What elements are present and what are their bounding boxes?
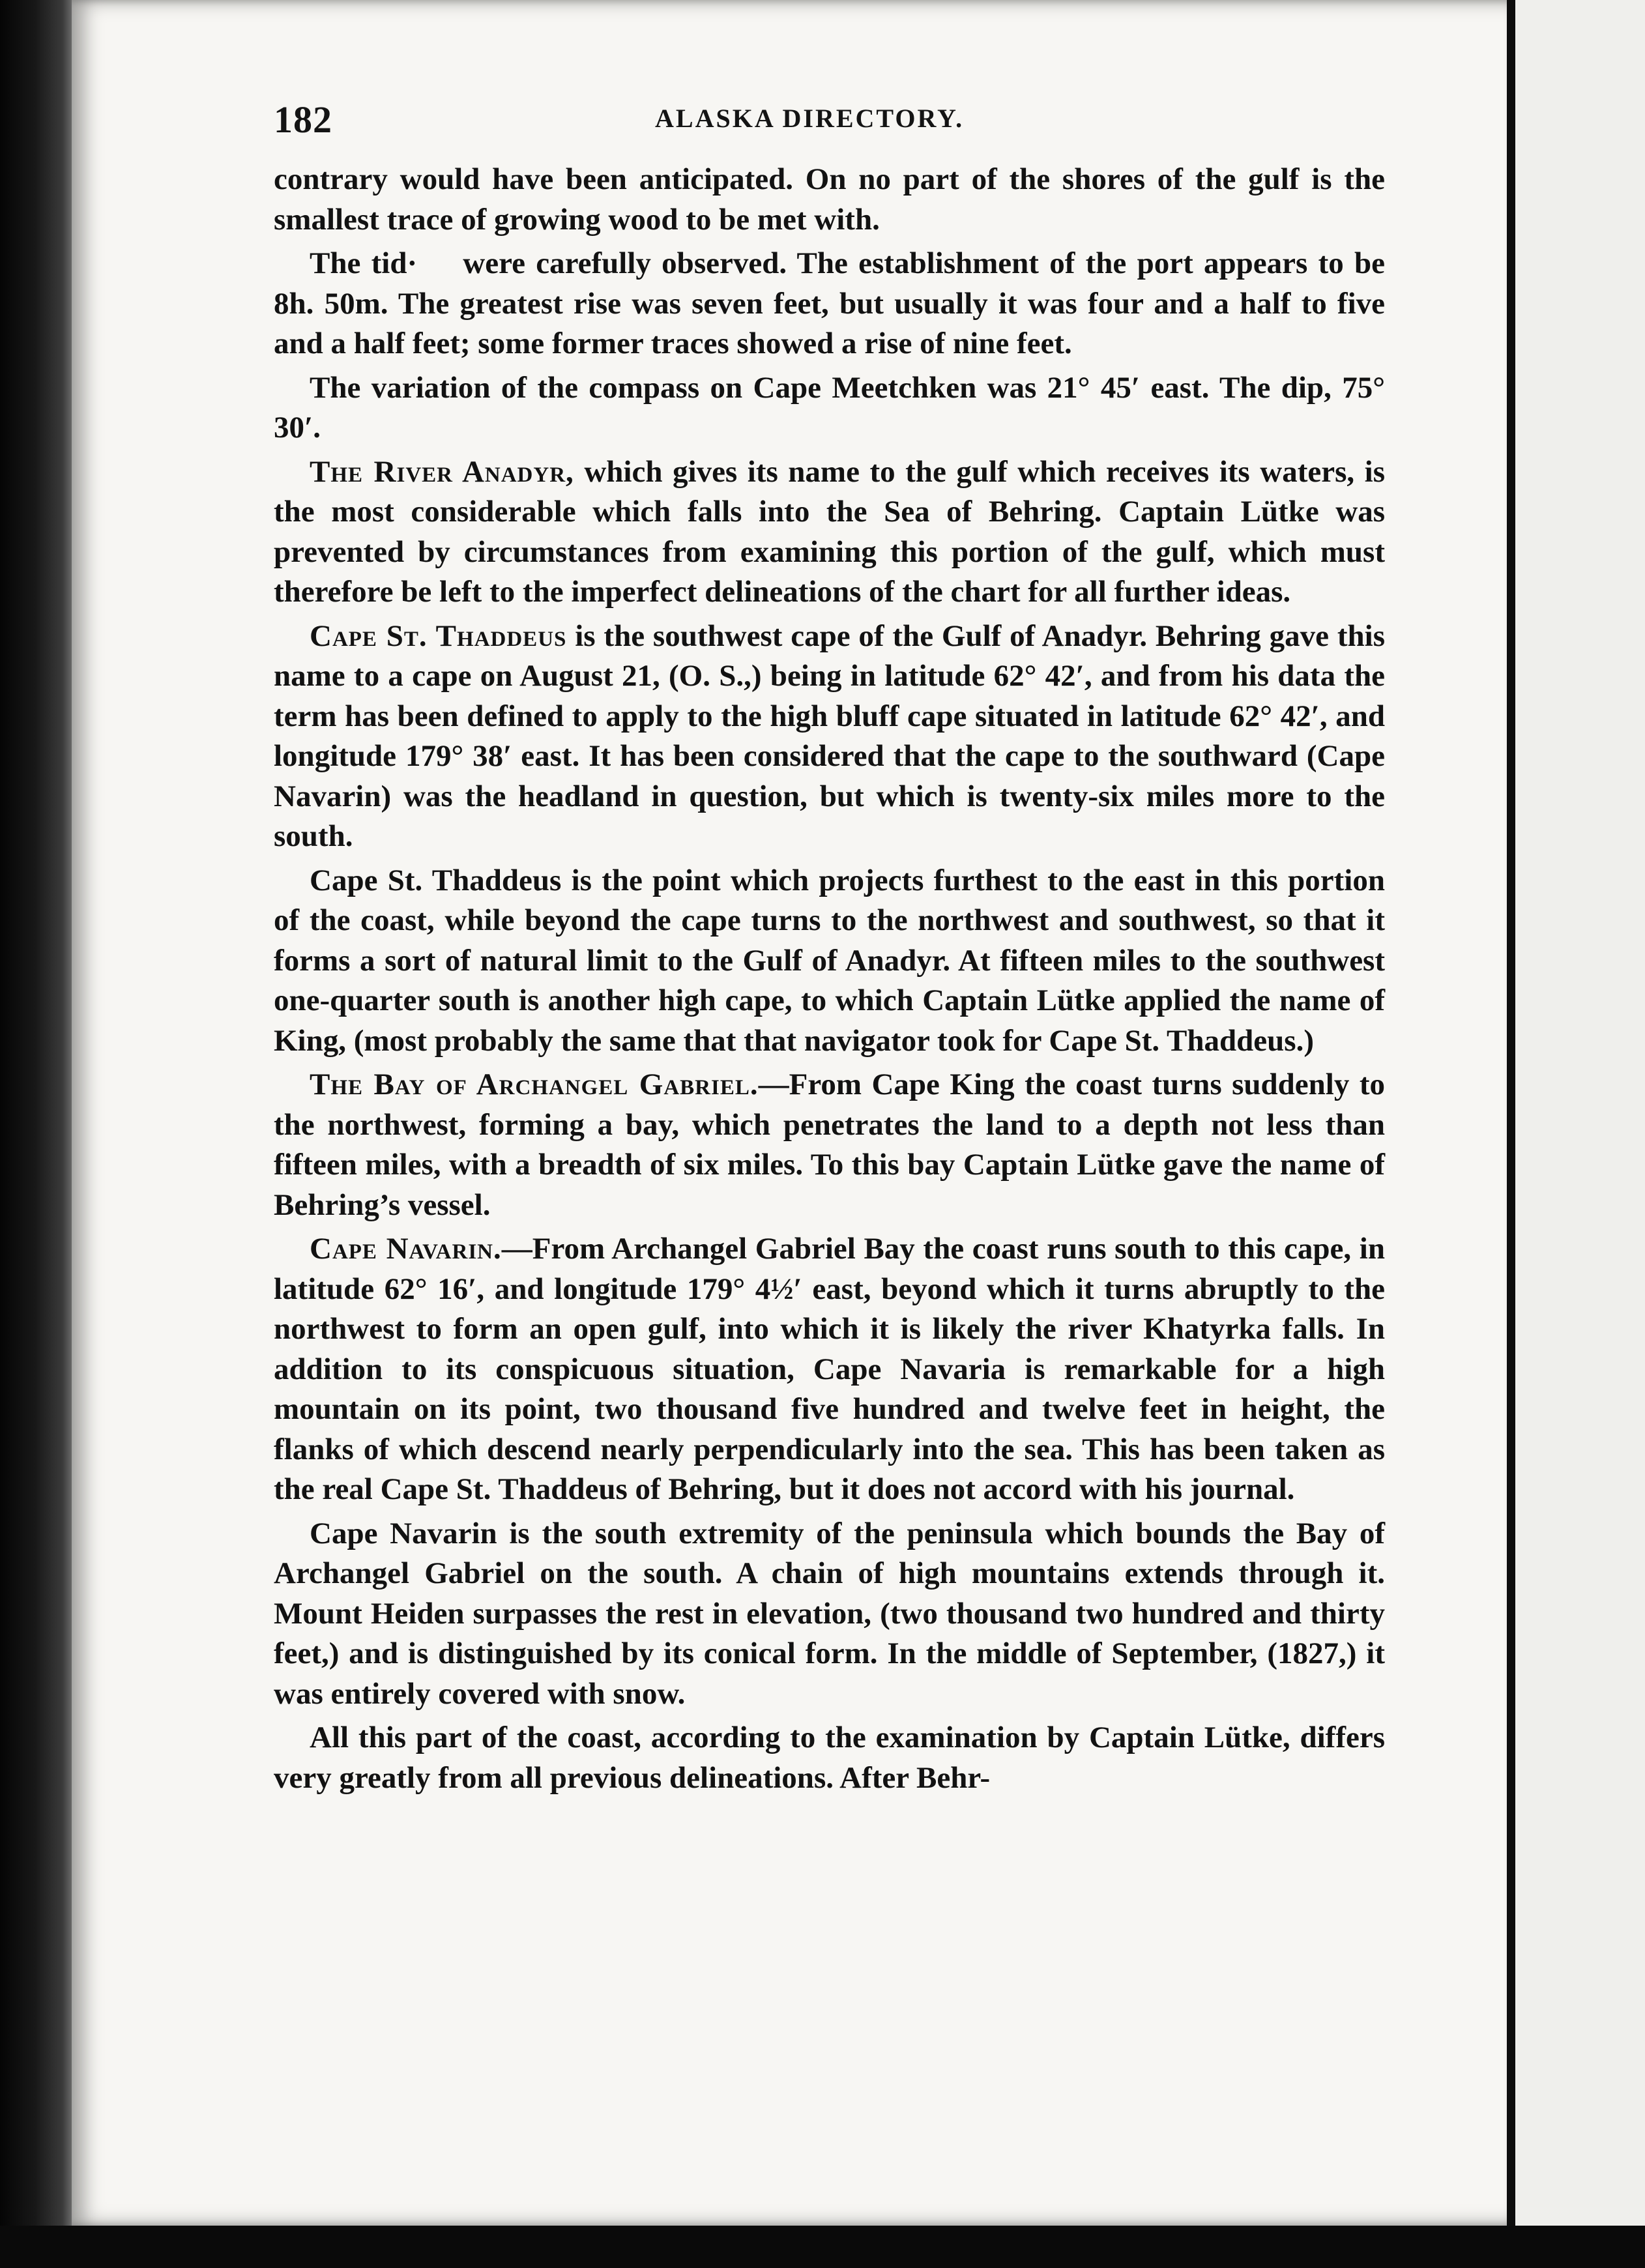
paragraph-text: The variation of the compass on Cape Meetchken was 21° 45′ east. The dip, 75° 30′. bbox=[274, 370, 1385, 444]
running-title: ALASKA DIRECTORY. bbox=[655, 104, 965, 133]
paragraph-text: is the southwest cape of the Gulf of Anadyr. Behring gave this name to a cape on August 21, (O. S.,) being in latitude 62° 42′, and from his data the term has been defined to apply to the high bluff cape situated in latitude 62° 42′, and longitude 179° 38′ east. It has been considered that the cape to the southward (Cape Navarin) was the headland in question, but which is twenty-six miles more to the south. bbox=[274, 618, 1385, 853]
paragraph-text: —From Archangel Gabriel Bay the coast runs south to this cape, in latitude 62° 16′, and longitude 179° 4½′ east, beyond which it turns abruptly to the northwest to form an open gulf, into which it is likely the river Khatyrka falls. In addition to its conspicuous situation, Cape Navaria is remarkable for a high mountain on its point, two thousand five hundred and twelve feet in height, the flanks of which descend nearly perpendicularly into the sea. This has been taken as the real Cape St. Thaddeus of Behring, but it does not accord with his journal. bbox=[274, 1232, 1385, 1506]
paragraph-text: contrary would have been anticipated. On no part of the shores of the gulf is the smallest trace of growing wood to be met with. bbox=[274, 162, 1385, 237]
paragraph-text: All this part of the coast, according to the examination by Captain Lütke, differs very greatly from all previous delineations. After Behr- bbox=[274, 1721, 1385, 1795]
paragraph bbox=[274, 1718, 1385, 1798]
section-heading: The River Anadyr, bbox=[310, 454, 574, 489]
paragraph bbox=[274, 244, 1385, 364]
paragraph bbox=[274, 160, 1385, 240]
section-heading: Cape St. Thaddeus bbox=[310, 618, 567, 653]
paragraph bbox=[274, 452, 1385, 613]
paragraph bbox=[274, 861, 1385, 1062]
paragraph-text: Cape Navarin is the south extremity of the peninsula which bounds the Bay of Archangel Gabriel on the south. A chain of high mountains extends through it. Mount Heiden surpasses the rest in elevation, (two thousand two hundred and thirty feet,) and is distinguished by its conical form. In the middle of September, (1827,) it was entirely covered with snow. bbox=[274, 1516, 1385, 1711]
paragraph bbox=[274, 368, 1385, 448]
paragraph bbox=[274, 1065, 1385, 1225]
paragraph bbox=[274, 1514, 1385, 1715]
scan-bottom-edge bbox=[0, 2226, 1645, 2268]
running-header bbox=[274, 98, 1382, 150]
book-binding-edge bbox=[0, 0, 78, 2268]
section-heading: The Bay of Archangel Gabriel. bbox=[310, 1068, 759, 1101]
paragraph-text: which gives its name to the gulf which receives its waters, is the most considerable which falls into the Sea of Behring. Captain Lütke was prevented by circumstances from examining this portion of the gulf, which must therefore be left to the imperfect delineations of the chart for all further ideas. bbox=[274, 454, 1385, 609]
paragraph-text: —From Cape King the coast turns suddenly to the northwest, forming a bay, which penetrates the land to a depth not less than fifteen miles, with a breadth of six miles. To this bay Captain Lütke gave the name of Behring’s vessel. bbox=[274, 1068, 1385, 1222]
body-text bbox=[274, 160, 1385, 1802]
section-heading: Cape Navarin. bbox=[310, 1232, 502, 1266]
paragraph-text: The tid· were carefully observed. The establishment of the port appears to be 8h. 50m. The greatest rise was seven feet, but usually it was four and a half to five and a half feet; some former traces showed a rise of nine feet. bbox=[274, 246, 1385, 360]
page-number: 182 bbox=[274, 98, 332, 141]
paragraph-text: Cape St. Thaddeus is the point which projects furthest to the east in this portion of the coast, while beyond the cape turns to the northwest and southwest, so that it forms a sort of natural limit to the Gulf of Anadyr. At fifteen miles to the southwest one-quarter south is another high cape, to which Captain Lütke applied the name of King, (most probably the same that that navigator took for Cape St. Thaddeus.) bbox=[274, 863, 1385, 1058]
paragraph bbox=[274, 617, 1385, 857]
facing-page-edge bbox=[1515, 0, 1645, 2268]
paragraph bbox=[274, 1229, 1385, 1510]
